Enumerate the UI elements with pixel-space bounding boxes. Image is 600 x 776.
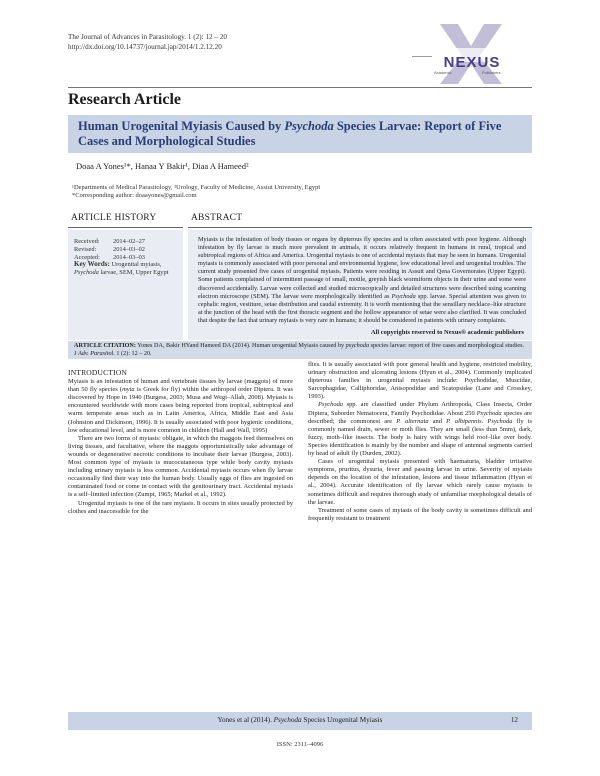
logo-subtitle-right: Publishers [482, 70, 501, 75]
journal-citation-line: The Journal of Advances in Parasitology. 1 (2): 12 – 20 [68, 33, 228, 41]
page-number: 12 [510, 716, 518, 724]
body-column-left [68, 369, 293, 516]
running-footer-text: Yones et al (2014). Psychoda Species Urogenital Myiasis [217, 716, 383, 724]
publisher-logo [430, 18, 512, 86]
article-title: Human Urogenital Myiasis Caused by Psychoda Species Larvae: Report of Five Cases and Morphological Studies [78, 119, 502, 148]
header-divider [68, 87, 532, 88]
abstract-heading: ABSTRACT [191, 213, 243, 223]
article-citation-box [68, 341, 532, 359]
paragraph: flies. It is usually associated with poor general health and hygiene, restricted mobility, urinary obstruction and ulcerating lesions (Hyun et al., 2004). Commonly implicated dipterous families in urogenital myiasis include: Psychodidae, Muscidae, Sarcophagidae, Calliphoridae, Anisopodidae and Scatopsidae (Lane and Crosskey, 1993). [308, 361, 532, 401]
paragraph: Urogenital myiasis is one of the rare myiasis. It occurs in sites usually protected by clothes and inaccessible for the [68, 499, 293, 515]
received-row: Received: 2014–02–27 [74, 238, 145, 245]
copyright-notice: All copyrights reserved to Nexus® academic publishers [370, 329, 524, 336]
issn: ISSN: 2311–4096 [276, 741, 324, 748]
keywords: Key Words: Urogenital myiasis, Psychoda larvae, SEM, Upper Egypt [74, 260, 169, 277]
article-history-panel [68, 230, 183, 340]
article-history-header [68, 213, 183, 228]
nexus-x-mark-icon [430, 18, 512, 86]
paragraph: Myiasis is an infestation of human and vertebrate tissues by larvae (maggots) of more than 50 fly species (myia is Greek for fly) within the arthropod order Diptera. It was discovered by Hope in 1940 (Burgess, 2003; Musa and Wegi–Allah, 2008). Myiasis is encountered worldwide with more cases being reported from tropical, subtropical and warm temperate areas such as in Latin America, Africa, Middle East and Asia (Johnston and Dickinson, 1996). It is usually associated with poor hygienic conditions, low educational level, and is more common in children (Hall and Wall, 1995) [68, 378, 294, 434]
paragraph: Cases of urogenital myiasis presented with haematuria, bladder irritative symptoms, pruritus, dysuria, fever and passing larvae in urine. Severity of myiasis depends on the location of the infestation, lesions and tissue inflammation (Hyun et al., 2004). Accurate identification of fly larvae which rarely cause myiasis is sometimes difficult and requires thorough study of unfamiliar morphological details of the larvae. [308, 458, 532, 506]
paragraph: Psychoda spp. are classified under Phylum Arthropoda, Class Insecta, Order Diptera, Suborder Nematocera, Family Psychodidae. About 250 Psychoda species are described; the commonest are P. alternata and P. albipennis. Psychoda fly is commonly named drain, sewer or moth flies. They are small (less than 5mm), dark, fuzzy, moth–like insects. The body is hairy with wings held roof–like over body. Species identification is mainly by the number and shape of antennal segments carried by head of adult fly (Durden, 2002). [308, 401, 533, 458]
author-list: Doaa A Yones¹*, Hanaa Y Bakir¹, Diaa A Hameed² [76, 161, 249, 171]
body-column-right [308, 361, 532, 523]
doi-link[interactable]: http://dx.doi.org/10.14737/journal.jap/2014/1.2.12.20 [68, 43, 222, 51]
section-title: Research Article [68, 91, 181, 108]
affiliations: ¹Departments of Medical Parasitology, ²Urology, Faculty of Medicine, Assiut University, Egypt [72, 184, 321, 191]
paragraph: Treatment of some cases of myiasis of the body cavity is sometimes difficult and frequently resistant to treatment [308, 506, 532, 522]
introduction-heading: INTRODUCTION [68, 368, 128, 377]
article-title-box [68, 115, 532, 153]
abstract-panel [188, 230, 532, 340]
paragraph: There are two forms of myiasis: obligate, in which the maggots feed themselves on living tissues, and facultative, where the maggots opportunistically take advantage of wounds or degenerative necrotic conditions to incubate their larvae (Burgess, 2003). Most common type of myiasis is mucocutaneous type while body cavity myiasis including urinary myiasis is less common. Accidental myiasis occurs when fly larvae occasionally find their way into the human body. Usually eggs of flies are ingested on contaminated food or come in contact with the genitourinary tract. Accidental myiasis is a self–limited infection (Zumpt, 1965; Markel et al., 1992). [68, 434, 293, 499]
accepted-row: Accepted: 2014–03–03 [74, 254, 145, 261]
revised-row: Revised: 2014–03–02 [74, 246, 145, 253]
logo-rule-left [412, 56, 432, 57]
logo-subtitle-left: Academic [434, 70, 452, 75]
abstract-header [188, 213, 532, 228]
abstract-text: Myiasis is the infestation of body tissues or organs by dipterous fly species and is often associated with poor hygiene. Although infestation by fly larvae is much more prevalent in animals, it occurs relatively frequent in humans in rural, tropical and subtropical regions of Africa and America. Urogenital myiasis is one of accidental myiasis that may be seen in humans. Urogenital myiasis is commonly associated with poor personal and environmental hygiene, low educational level and urogenital troubles. The current study presented five cases of urogenital myiasis. Patients were residing in Assuit and Qena Governorates (Upper Egypt). Some patients complained of intermittent passage of small, motile, greyish black wormiform objects in their urine and some were discovered accidentally. Larvae were collected and studied microscopically and detailed structures were described using scanning electron microscope (SEM). The larvae were morphologically identified as Psychoda spp. larvae. Special attention was given to cephalic region, vestiture, setae distribution and caudal extremity. It is worth mentioning that the sensillary necklace–like structure at the junction of the head with the first thoracic segment and the hollow appearance of setae were also clarified. It was concluded that despite the fact that urinary myiasis is very rare in humans; it should be considered in patients with urinary complaints. [198, 236, 526, 324]
corresponding-author: *Corresponding author: doaayones@gmail.com [72, 192, 197, 199]
running-footer [68, 712, 532, 730]
article-citation: ARTICLE CITATION: Yones DA, Bakir HYand Hameed DA (2014). Human urogenital Myiasis caused by psychoda species larvae: report of five cases and morphological studies. J Adv. Parasitol. 1 (2): 12 – 20. [74, 342, 525, 357]
logo-wordmark: NEXUS [443, 54, 501, 71]
article-history-heading: ARTICLE HISTORY [71, 213, 157, 223]
